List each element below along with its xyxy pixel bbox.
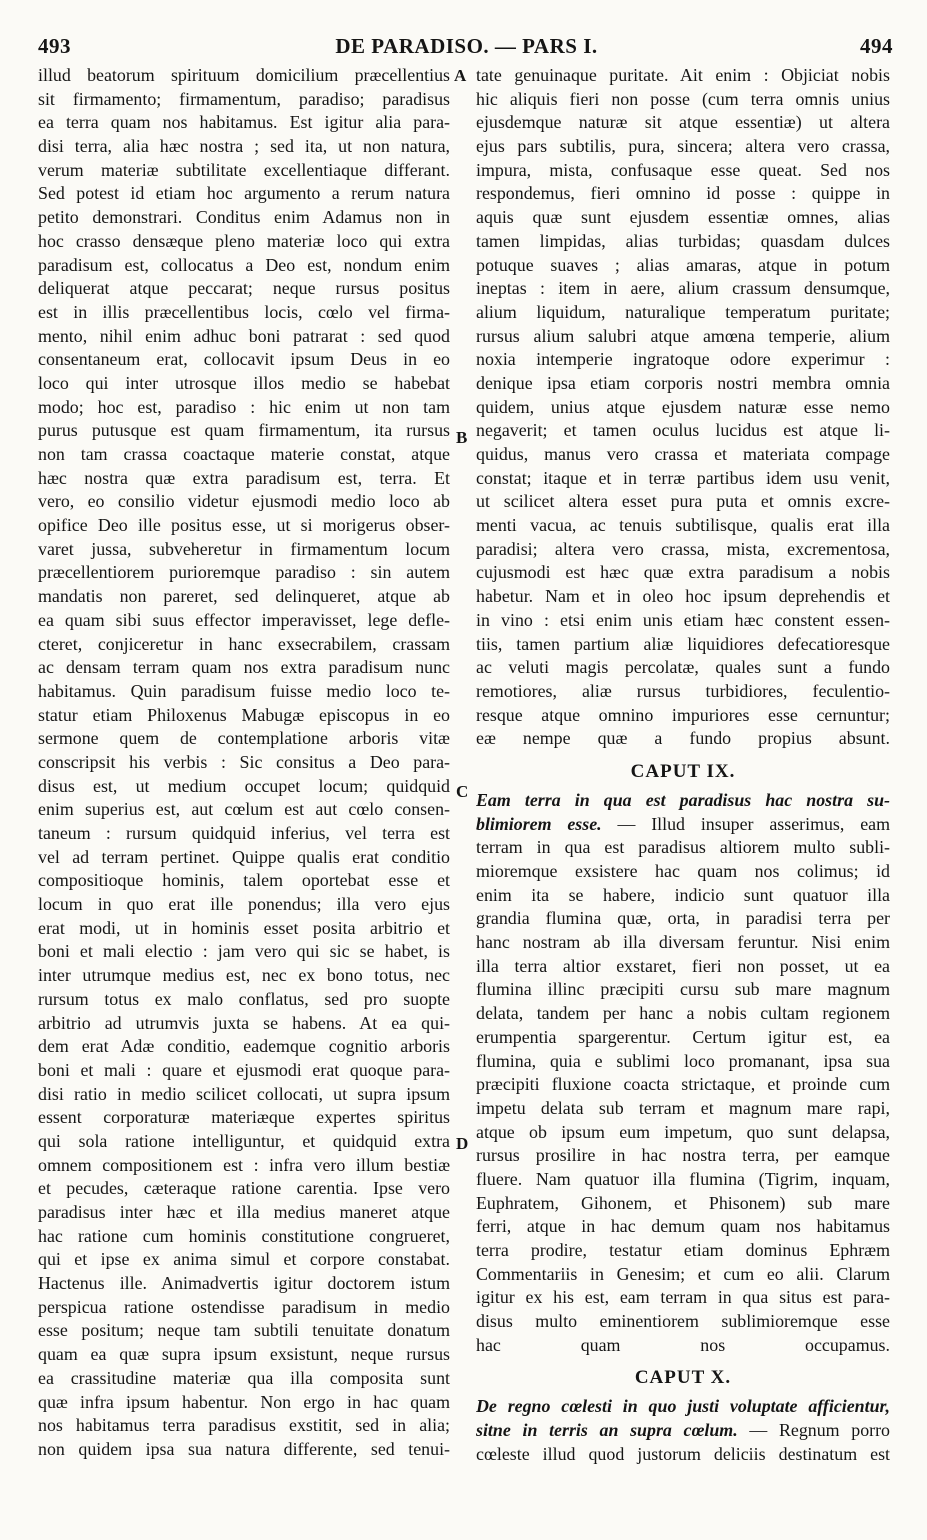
text-line: qui sola ratione intelliguntur, et quidquid extra (38, 1130, 450, 1151)
text-line: ea crassitudine materiæ qua illa composita sunt (38, 1367, 450, 1388)
text-line: hoc crasso densæque pleno materiæ loco qui extra (38, 230, 450, 251)
section-marker-d: D (456, 1134, 469, 1153)
text-line: enim superius est, aut cœlum est aut cœlo consen- (38, 799, 450, 820)
chapter-heading-x: CAPUT X. (634, 1367, 732, 1389)
text-line: consentaneum erat, collocavit ipsum Deus in eo (38, 349, 450, 370)
text-line: disus multo eminentiorem sublimioremque esse (476, 1311, 890, 1332)
chapter-ix-summary-line (476, 813, 890, 837)
text-line: impetu delata sub terram et magnum mare rapi, (476, 1097, 890, 1118)
text-line: inter utrumque medius est, nec ex bono totus, nec (38, 965, 450, 986)
left-column (38, 64, 450, 1462)
text-line: locum in quo erat ille ponendus; illa vero ejus (38, 894, 450, 915)
text-line: ferri, atque in hac demum quam nos habitamus (476, 1216, 890, 1237)
text-line: mandatis non pareret, sed delinqueret, atque ab (38, 586, 450, 607)
chapter-ix-summary: Eam terra in qua est paradisus hac nostra su- (476, 789, 890, 810)
text-line: cteret, conjiceretur in hanc exsecrabilem, crassam (38, 633, 450, 654)
text-line: quidem, unius atque ejusdem naturæ esse nemo (476, 396, 890, 417)
section-marker-b: B (456, 428, 468, 447)
text-line: aquis quæ sunt ejusdem essentiæ omnes, alias (476, 207, 890, 228)
text-line: quidus, manus vero crassa et materiata compage (476, 444, 890, 464)
right-column-text (476, 64, 890, 751)
text-line: ut scilicet altera esset pura puta et omnis excre- (476, 491, 890, 512)
text-line: tate genuinaque puritate. Ait enim : Objiciat nobis (476, 65, 890, 85)
text-line: impura, mista, confusaque esse queat. Sed nos (476, 159, 890, 180)
text-line: Euphratem, Gihonem, et Phisonem) sub mare (476, 1192, 890, 1213)
text-line: constat; itaque et in terræ partibus idem usu venit, (476, 467, 890, 488)
text-line: rursus prosilire in hac nostra terra, per eamque (476, 1145, 890, 1166)
text-line: paradisi; altera vero crassa, mista, excrementosa, (476, 538, 890, 559)
text-line: quæ infra ipsum habentur. Non ergo in hac quam (38, 1391, 450, 1412)
text-line: habetur. Nam et in oleo hoc ipsum deprehendis et (476, 586, 890, 607)
text-line: est in illis præcellentibus locis, cœlo vel firma- (38, 301, 450, 322)
text-line: hic aliquis fieri non posse (cum terra omnis unius (476, 88, 890, 109)
text-line: opifice Deo ille positus esse, ut si morigerus obser- (38, 515, 450, 536)
text-line: taneum : rursum quidquid inferius, vel terra est (38, 823, 450, 843)
text-line: fluere. Nam quatuor illa flumina (Tigrim, inquam, (476, 1168, 890, 1189)
text-line: erumpentia spargerentur. Certum igitur est, ea (476, 1026, 890, 1047)
text-line: sit firmamento; firmamentum, paradiso; paradisus (38, 88, 450, 109)
text-line: Commentariis in Genesim; et cum eo alii. Clarum (476, 1263, 890, 1284)
text-line: purus putusque est quam firmamentum, ita rursus (38, 420, 450, 441)
text-line: verum materiæ subtilitate excellentiaque differant. (38, 159, 450, 180)
chapter-x-first-words: — Regnum porro (737, 1420, 890, 1441)
text-line: disi ratio in medio scilicet collocati, ut supra ipsum (38, 1083, 450, 1104)
text-line: paradisus inter hæc et illa medius maneret atque (38, 1202, 450, 1222)
text-line: tamen limpidas, alias turbidas; quasdam dulces (476, 230, 890, 251)
text-line: disi terra, alia hæc nostra ; sed ita, ut non natura, (38, 136, 450, 157)
text-line: hanc nostram ab illa diversam feruntur. Nisi enim (476, 932, 890, 953)
text-line: dem erat Adæ conditio, eademque cognitio arboris (38, 1036, 450, 1057)
text-line: tiis, tamen partium aliæ liquidiores defecatioresque (476, 633, 890, 654)
text-line: flumina illinc præcipiti cursu sub mare magnum (476, 979, 890, 1000)
text-line: noxia intemperie ingratoque odore experimur : (476, 349, 890, 370)
text-line: respondemus, fieri omnino id posse : quippe in (476, 183, 890, 204)
text-line: essent corporaturæ materiæque expertes spiritus (38, 1107, 450, 1128)
text-line: qui et ipse ex anima simul et corpore constabat. (38, 1249, 450, 1270)
section-marker-c: C (456, 782, 469, 801)
chapter-ix-summary-end: blimiorem esse. (476, 813, 602, 834)
text-line: igitur ex his est, eam terram in qua situs est para- (476, 1287, 890, 1308)
text-line: esse positum; neque tam subtili tenuitate donatum (38, 1320, 450, 1341)
running-title: DE PARADISO. — PARS I. (335, 34, 598, 58)
chapter-x-summary-line (476, 1419, 890, 1443)
text-line: cœleste illud quod justorum deliciis destinatum est (476, 1443, 890, 1464)
chapter-x-text (476, 1443, 890, 1467)
text-line: arbitrio ad utrumvis juxta se habens. At ea qui- (38, 1012, 450, 1033)
text-line: illa terra altior exstaret, fieri non posset, ut ea (476, 955, 890, 976)
text-line: statur etiam Philoxenus Mabugæ episcopus in eo (38, 704, 450, 725)
text-line: ea quam sibi suus effector imperavisset, lege defle- (38, 609, 450, 630)
text-line: Sed potest id etiam hoc argumento a rerum natura (38, 183, 450, 204)
text-line: terram in qua est paradisus altiorem multo subli- (476, 837, 890, 858)
text-line: conscripsit his verbis : Sic consitus a Deo para- (38, 751, 450, 772)
text-line: illud beatorum spirituum domicilium præcellentius (38, 65, 450, 85)
text-line: boni et mali electio : jam vero qui sic se habet, is (38, 941, 450, 962)
page-number-left: 493 (38, 34, 71, 58)
text-line: cujusmodi est hæc quæ extra paradisum a nobis (476, 562, 890, 583)
text-line: mento, nihil enim adhuc boni patrarat : sed quod (38, 325, 450, 346)
text-line: remotiores, aliæ rursus turbidiores, feculentio- (476, 680, 890, 701)
right-column (476, 64, 890, 1467)
text-line: erat modi, ut in hominis esset posita arbitrio et (38, 917, 450, 938)
text-line: ejus pars subtilis, pura, sincera; altera vero crassa, (476, 136, 890, 157)
text-line: ineptas : item in aere, alium crassum densumque, (476, 278, 890, 299)
text-line: varet jussa, subveheretur in firmamentum locum (38, 538, 450, 559)
chapter-x-summary-line (476, 1395, 890, 1419)
text-line: in vino : etsi enim unis etiam hæc constent essen- (476, 609, 890, 630)
text-line: nos habitamus terra paradisus exstitit, sed in alia; (38, 1415, 450, 1436)
text-line: ejusdemque naturæ sit atque essentiæ) ut altera (476, 112, 890, 133)
text-line: enim ita se habere, indicio sunt quatuor illa (476, 884, 890, 905)
text-line: non tam crassa coactaque materie constat, atque (38, 444, 450, 464)
text-line: terra prodire, testatur etiam dominus Ephræm (476, 1240, 890, 1260)
page-number-right: 494 (860, 34, 893, 58)
text-line: modo; hoc est, paradiso : hic enim ut non tam (38, 396, 450, 417)
chapter-heading-ix: CAPUT IX. (630, 760, 736, 782)
text-line: non quidem ipsa sua natura differente, sed tenui- (38, 1438, 450, 1459)
text-line: grandia flumina quæ, orta, in paradisi terra per (476, 908, 890, 929)
chapter-ix-text (476, 836, 890, 1357)
text-line: delata, tandem per hanc a nobis cultam regionem (476, 1003, 890, 1024)
text-line: ac veluti magis percolatæ, quales sunt a fundo (476, 657, 890, 678)
text-line: præcellentiorem purioremque paradiso : sin autem (38, 562, 450, 583)
text-line: potuque suaves ; alias amaras, atque in potum (476, 254, 890, 275)
chapter-ix-summary-line (476, 789, 890, 813)
text-line: eæ nempe quæ a fundo propius absunt. (476, 728, 890, 749)
text-line: ac densam terram quam nos extra paradisum nunc (38, 657, 450, 678)
text-line: mioremque exsistere hac quam nos colimus; id (476, 861, 890, 881)
text-line: alium liquidum, naturalique temperatum puritate; (476, 301, 890, 322)
text-line: ea terra quam nos habitamus. Est igitur alia para- (38, 112, 450, 133)
text-line: perspicua ratione ostendisse paradisum in medio (38, 1296, 450, 1317)
running-header (30, 34, 903, 64)
text-line: menti vacua, ac tenuis subtilisque, qualis erat illa (476, 515, 890, 536)
text-line: negaverit; et tamen oculus lucidus est atque li- (476, 420, 890, 441)
text-line: omnem compositionem est : infra vero illum bestiæ (38, 1154, 450, 1175)
text-line: deliquerat atque peccarat; neque rursus positus (38, 278, 450, 299)
chapter-x-summary: De regno cœlesti in quo justi voluptate afficientur, (476, 1396, 890, 1417)
text-line: Hactenus ille. Animadvertis igitur doctorem istum (38, 1273, 450, 1294)
section-marker-a: A (454, 66, 467, 85)
text-line: hac ratione cum hominis constitutione congrueret, (38, 1225, 450, 1246)
text-line: vero, eo consilio videtur ejusmodi medio loco ab (38, 491, 450, 512)
text-line: paradisum est, collocatus a Deo est, nondum enim (38, 254, 450, 275)
text-line: compositioque hominis, talem oportebat esse et (38, 870, 450, 891)
text-line: disus est, ut medium occupet locum; quidquid (38, 775, 450, 796)
text-line: hac quam nos occupamus. (476, 1334, 890, 1355)
text-line: denique ipsa etiam corporis nostri membra omnia (476, 372, 890, 393)
text-line: resque atque omnino impuriores esse cernuntur; (476, 704, 890, 725)
text-line: rursus alium salubri atque amœna temperie, alium (476, 325, 890, 346)
text-line: flumina, quia e sublimi loco promanant, ipsa sua (476, 1050, 890, 1071)
text-line: præcipiti fluxione coacta strictaque, et proinde cum (476, 1074, 890, 1095)
text-line: habitamus. Quin paradisum fuisse medio loco te- (38, 680, 450, 701)
text-line: rursum totus ex malo conflatus, sed pro suopte (38, 988, 450, 1009)
chapter-x-summary-end: sitne in terris an supra cœlum. (476, 1420, 738, 1441)
chapter-ix-first-words: — Illud insuper asserimus, eam (601, 813, 890, 834)
text-line: sermone quem de contemplatione arboris vitæ (38, 728, 450, 749)
text-line: quam ea quæ supra ipsum exsistunt, neque rursus (38, 1344, 450, 1365)
text-line: et pecudes, cæteraque ratione carentia. Ipse vero (38, 1178, 450, 1199)
text-line: atque ob ipsum eum impetum, quo sunt delapsa, (476, 1121, 890, 1142)
text-line: boni et mali : quare et ejusmodi erat quoque para- (38, 1059, 450, 1080)
text-line: hæc nostra quæ extra paradisum est, terra. Et (38, 467, 450, 488)
text-line: loco qui inter utrosque illos medio se habebat (38, 372, 450, 393)
text-line: vel ad terram pertinet. Quippe qualis erat conditio (38, 846, 450, 867)
text-line: petito demonstrari. Conditus enim Adamus non in (38, 207, 450, 228)
